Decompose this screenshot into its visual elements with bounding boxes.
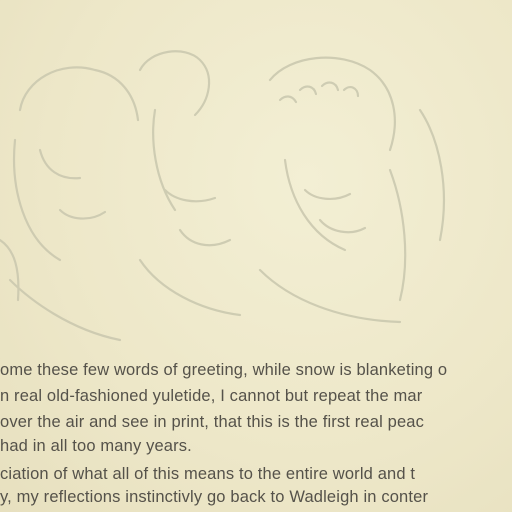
letter-line: had in all too many years. bbox=[0, 437, 192, 455]
letter-line: y, my reflections instinctivly go back to Wadleigh in conter bbox=[0, 488, 429, 506]
letter-line: over the air and see in print, that this is the first real peac bbox=[0, 413, 424, 431]
letter-line: ome these few words of greeting, while snow is blanketing o bbox=[0, 361, 448, 379]
letter-line: n real old-fashioned yuletide, I cannot but repeat the mar bbox=[0, 387, 423, 405]
greeting-letter-text bbox=[0, 361, 512, 512]
letter-line: ciation of what all of this means to the entire world and t bbox=[0, 465, 416, 483]
